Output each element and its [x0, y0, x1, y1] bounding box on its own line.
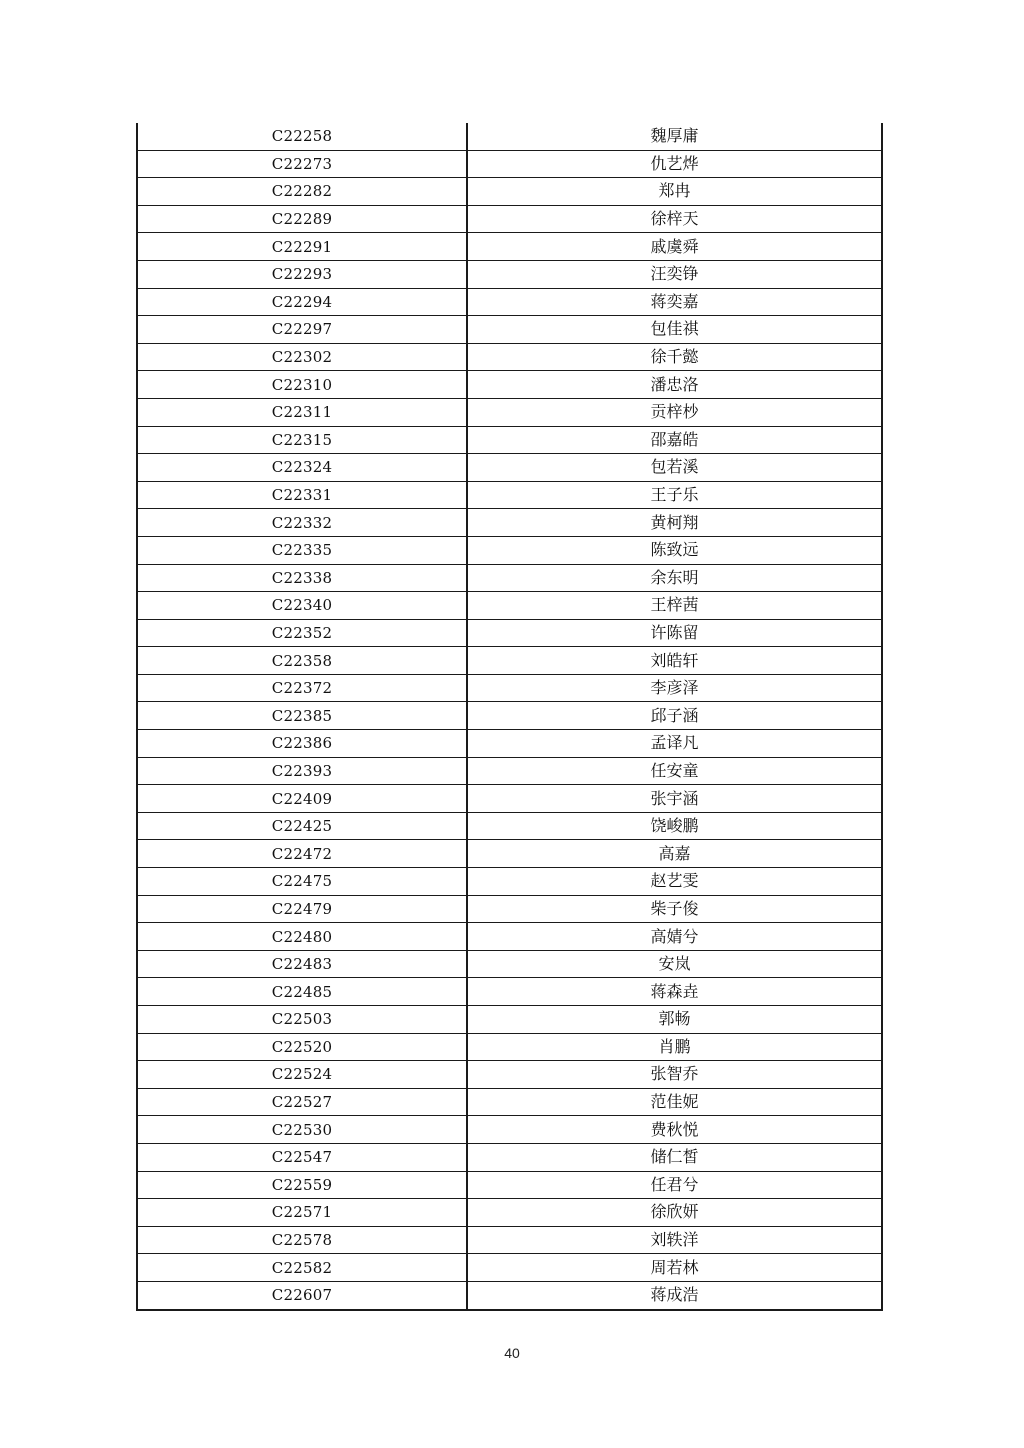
student-name-cell: 李彦泽: [467, 674, 882, 702]
table-row: [137, 1281, 882, 1309]
table-row: [137, 371, 882, 399]
table-row: [137, 1143, 882, 1171]
student-name-cell: 邱子涵: [467, 702, 882, 730]
table-row: [137, 1199, 882, 1227]
table-row: [137, 288, 882, 316]
table-row: [137, 509, 882, 537]
student-name-cell: 饶峻鹏: [467, 812, 882, 840]
table-row: [137, 812, 882, 840]
student-name-cell: 王梓茜: [467, 592, 882, 620]
student-name-cell: 徐千懿: [467, 343, 882, 371]
student-id-cell: C22372: [137, 674, 467, 702]
student-id-cell: C22479: [137, 895, 467, 923]
student-name-cell: 贡梓杪: [467, 398, 882, 426]
student-name-cell: 周若林: [467, 1254, 882, 1282]
table-row: [137, 481, 882, 509]
student-name-cell: 安岚: [467, 950, 882, 978]
student-id-cell: C22315: [137, 426, 467, 454]
table-row: [137, 1088, 882, 1116]
student-id-cell: C22559: [137, 1171, 467, 1199]
student-id-cell: C22273: [137, 150, 467, 178]
table-row: [137, 868, 882, 896]
table-row: [137, 1061, 882, 1089]
student-id-cell: C22289: [137, 205, 467, 233]
student-id-cell: C22393: [137, 757, 467, 785]
student-name-cell: 王子乐: [467, 481, 882, 509]
student-name-cell: 柴子俊: [467, 895, 882, 923]
student-id-cell: C22294: [137, 288, 467, 316]
student-name-cell: 包若溪: [467, 454, 882, 482]
student-id-cell: C22475: [137, 868, 467, 896]
student-id-cell: C22524: [137, 1061, 467, 1089]
table-row: [137, 178, 882, 206]
student-name-cell: 张宇涵: [467, 785, 882, 813]
student-name-cell: 范佳妮: [467, 1088, 882, 1116]
student-name-cell: 邵嘉皓: [467, 426, 882, 454]
table-row: [137, 840, 882, 868]
student-name-cell: 任君兮: [467, 1171, 882, 1199]
student-id-cell: C22582: [137, 1254, 467, 1282]
student-name-cell: 陈致远: [467, 536, 882, 564]
student-id-cell: C22530: [137, 1116, 467, 1144]
student-id-cell: C22297: [137, 316, 467, 344]
table-row: [137, 426, 882, 454]
table-row: [137, 343, 882, 371]
student-name-cell: 郭畅: [467, 1006, 882, 1034]
student-id-cell: C22302: [137, 343, 467, 371]
student-id-cell: C22386: [137, 730, 467, 758]
student-name-cell: 刘轶洋: [467, 1226, 882, 1254]
student-name-cell: 费秋悦: [467, 1116, 882, 1144]
student-name-cell: 仇艺烨: [467, 150, 882, 178]
table-row: [137, 150, 882, 178]
table-row: [137, 923, 882, 951]
student-id-cell: C22409: [137, 785, 467, 813]
student-name-cell: 魏厚庸: [467, 123, 882, 150]
student-id-cell: C22547: [137, 1143, 467, 1171]
student-name-cell: 蒋森垚: [467, 978, 882, 1006]
table-row: [137, 674, 882, 702]
student-id-cell: C22358: [137, 647, 467, 675]
student-name-cell: 孟译凡: [467, 730, 882, 758]
student-id-cell: C22282: [137, 178, 467, 206]
roster-table-body: [137, 123, 882, 1310]
student-id-cell: C22480: [137, 923, 467, 951]
student-id-cell: C22520: [137, 1033, 467, 1061]
table-row: [137, 730, 882, 758]
student-name-cell: 高婧兮: [467, 923, 882, 951]
student-name-cell: 余东明: [467, 564, 882, 592]
student-id-cell: C22338: [137, 564, 467, 592]
table-row: [137, 564, 882, 592]
student-name-cell: 郑冉: [467, 178, 882, 206]
student-name-cell: 赵艺雯: [467, 868, 882, 896]
student-id-cell: C22578: [137, 1226, 467, 1254]
student-name-cell: 刘皓轩: [467, 647, 882, 675]
student-id-cell: C22485: [137, 978, 467, 1006]
student-id-cell: C22352: [137, 619, 467, 647]
student-id-cell: C22472: [137, 840, 467, 868]
table-row: [137, 454, 882, 482]
student-name-cell: 高嘉: [467, 840, 882, 868]
table-row: [137, 1226, 882, 1254]
student-name-cell: 任安童: [467, 757, 882, 785]
student-id-cell: C22607: [137, 1281, 467, 1309]
student-id-cell: C22310: [137, 371, 467, 399]
student-name-cell: 徐梓天: [467, 205, 882, 233]
student-name-cell: 蒋奕嘉: [467, 288, 882, 316]
student-name-cell: 肖鹏: [467, 1033, 882, 1061]
table-row: [137, 619, 882, 647]
table-row: [137, 895, 882, 923]
student-id-cell: C22335: [137, 536, 467, 564]
table-row: [137, 785, 882, 813]
student-name-cell: 蒋成浩: [467, 1281, 882, 1309]
student-id-cell: C22385: [137, 702, 467, 730]
table-row: [137, 1033, 882, 1061]
table-row: [137, 1254, 882, 1282]
table-row: [137, 950, 882, 978]
table-row: [137, 123, 882, 150]
roster-table: [136, 123, 883, 1311]
student-id-cell: C22503: [137, 1006, 467, 1034]
student-name-cell: 黄柯翔: [467, 509, 882, 537]
student-id-cell: C22291: [137, 233, 467, 261]
student-name-cell: 张智乔: [467, 1061, 882, 1089]
student-id-cell: C22340: [137, 592, 467, 620]
table-row: [137, 757, 882, 785]
table-row: [137, 978, 882, 1006]
student-id-cell: C22331: [137, 481, 467, 509]
table-row: [137, 647, 882, 675]
student-id-cell: C22527: [137, 1088, 467, 1116]
page-number: 40: [504, 1345, 520, 1361]
table-row: [137, 1116, 882, 1144]
student-name-cell: 储仁皙: [467, 1143, 882, 1171]
student-name-cell: 汪奕铮: [467, 260, 882, 288]
table-row: [137, 1171, 882, 1199]
student-id-cell: C22258: [137, 123, 467, 150]
student-id-cell: C22324: [137, 454, 467, 482]
table-row: [137, 702, 882, 730]
table-row: [137, 1006, 882, 1034]
student-name-cell: 戚虞舜: [467, 233, 882, 261]
student-name-cell: 包佳祺: [467, 316, 882, 344]
student-name-cell: 许陈留: [467, 619, 882, 647]
student-id-cell: C22332: [137, 509, 467, 537]
student-name-cell: 徐欣妍: [467, 1199, 882, 1227]
student-id-cell: C22425: [137, 812, 467, 840]
table-row: [137, 260, 882, 288]
table-row: [137, 398, 882, 426]
student-id-cell: C22311: [137, 398, 467, 426]
student-id-cell: C22571: [137, 1199, 467, 1227]
table-row: [137, 536, 882, 564]
table-row: [137, 316, 882, 344]
table-row: [137, 205, 882, 233]
table-row: [137, 592, 882, 620]
student-id-cell: C22483: [137, 950, 467, 978]
student-name-cell: 潘忠洛: [467, 371, 882, 399]
student-id-cell: C22293: [137, 260, 467, 288]
table-row: [137, 233, 882, 261]
